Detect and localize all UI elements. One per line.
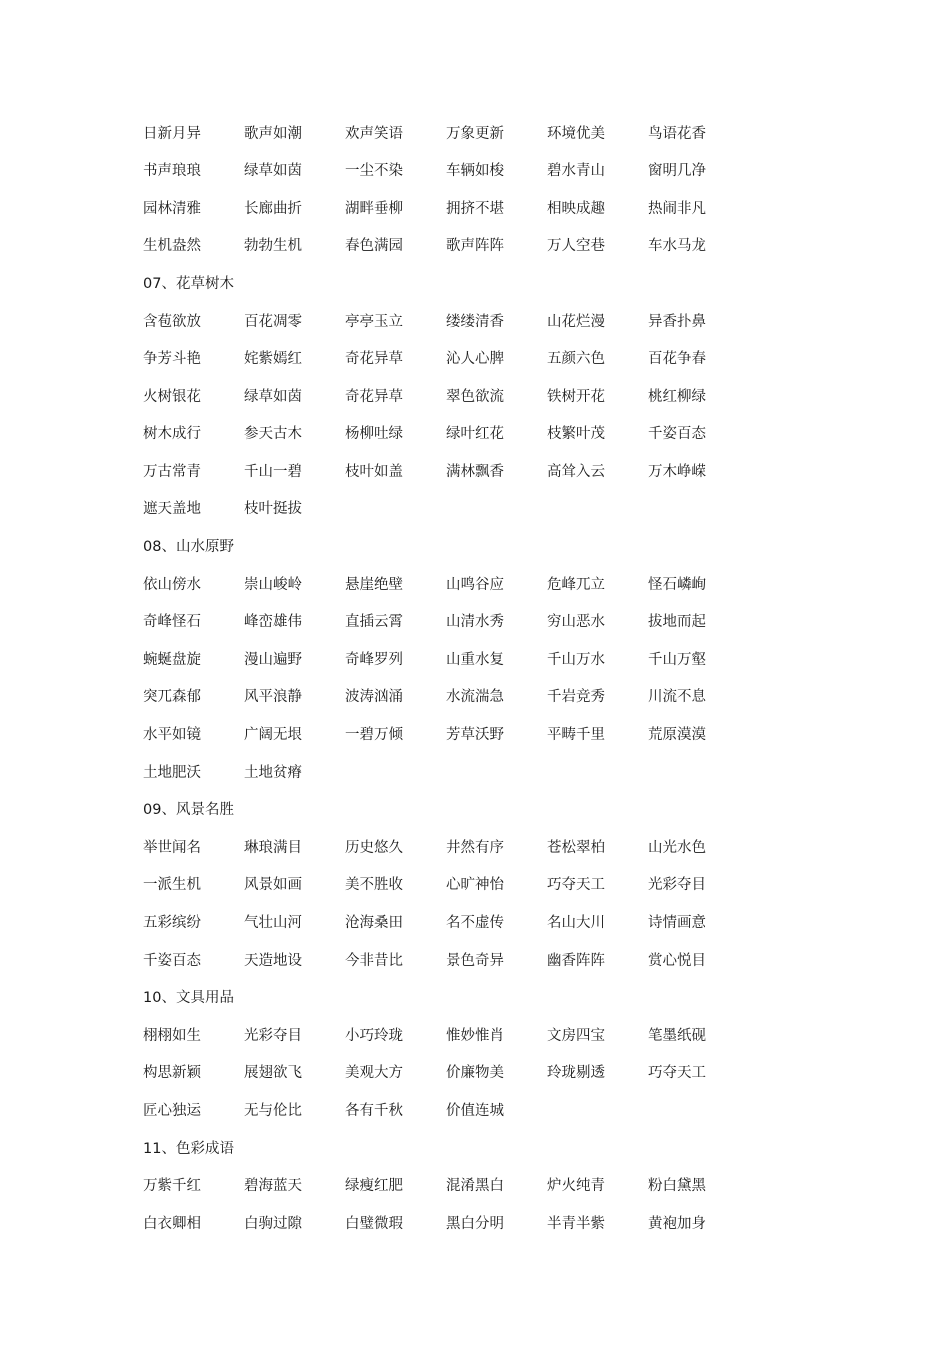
idiom-term: 高耸入云 — [547, 463, 605, 480]
idiom-term: 美观大方 — [345, 1065, 403, 1082]
idiom-term: 价值连城 — [446, 1102, 504, 1119]
idiom-term: 缕缕清香 — [446, 313, 504, 330]
idiom-term: 一尘不染 — [345, 163, 403, 180]
idiom-term: 栩栩如生 — [143, 1027, 201, 1044]
idiom-term: 桃红柳绿 — [648, 388, 706, 405]
idiom-row — [143, 153, 843, 191]
idiom-term: 粉白黛黑 — [648, 1178, 706, 1195]
category-section — [143, 265, 843, 528]
idiom-term: 笔墨纸砚 — [648, 1027, 706, 1044]
category-section — [143, 792, 843, 980]
idiom-term: 拥挤不堪 — [446, 200, 504, 217]
idiom-term: 广阔无垠 — [244, 727, 302, 744]
idiom-term: 突兀森郁 — [143, 689, 201, 706]
idiom-term: 黑白分明 — [446, 1215, 504, 1232]
idiom-term: 异香扑鼻 — [648, 313, 706, 330]
idiom-term: 碧水青山 — [547, 163, 605, 180]
idiom-term: 心旷神怡 — [446, 877, 504, 894]
idiom-term: 日新月异 — [143, 125, 201, 142]
idiom-row — [143, 641, 843, 679]
idiom-term: 万人空巷 — [547, 238, 605, 255]
idiom-term: 土地贫瘠 — [244, 764, 302, 781]
idiom-term: 相映成趣 — [547, 200, 605, 217]
idiom-term: 长廊曲折 — [244, 200, 302, 217]
idiom-list-page — [143, 115, 843, 1243]
idiom-term: 风景如画 — [244, 877, 302, 894]
idiom-term: 山鸣谷应 — [446, 576, 504, 593]
idiom-term: 沧海桑田 — [345, 915, 403, 932]
idiom-term: 穷山恶水 — [547, 614, 605, 631]
idiom-term: 炉火纯青 — [547, 1178, 605, 1195]
idiom-row — [143, 416, 843, 454]
idiom-term: 湖畔垂柳 — [345, 200, 403, 217]
idiom-term: 碧海蓝天 — [244, 1178, 302, 1195]
idiom-term: 崇山峻岭 — [244, 576, 302, 593]
idiom-term: 水流湍急 — [446, 689, 504, 706]
section-heading: 10、文具用品 — [143, 990, 234, 1007]
idiom-row — [143, 228, 843, 266]
idiom-row — [143, 1055, 843, 1093]
idiom-term: 枝叶挺拔 — [244, 501, 302, 518]
idiom-term: 沁人心脾 — [446, 351, 504, 368]
idiom-term: 荒原漠漠 — [648, 727, 706, 744]
idiom-term: 铁树开花 — [547, 388, 605, 405]
idiom-row — [143, 378, 843, 416]
idiom-term: 书声琅琅 — [143, 163, 201, 180]
idiom-term: 杨柳吐绿 — [345, 426, 403, 443]
idiom-term: 名山大川 — [547, 915, 605, 932]
idiom-term: 满林飘香 — [446, 463, 504, 480]
idiom-term: 无与伦比 — [244, 1102, 302, 1119]
idiom-term: 万古常青 — [143, 463, 201, 480]
idiom-term: 苍松翠柏 — [547, 839, 605, 856]
idiom-term: 危峰兀立 — [547, 576, 605, 593]
idiom-row — [143, 942, 843, 980]
idiom-term: 玲珑剔透 — [547, 1065, 605, 1082]
idiom-term: 鸟语花香 — [648, 125, 706, 142]
idiom-term: 百花争春 — [648, 351, 706, 368]
idiom-term: 万木峥嵘 — [648, 463, 706, 480]
idiom-row — [143, 115, 843, 153]
idiom-term: 火树银花 — [143, 388, 201, 405]
idiom-term: 一碧万倾 — [345, 727, 403, 744]
idiom-term: 白衣卿相 — [143, 1215, 201, 1232]
idiom-term: 千山万水 — [547, 651, 605, 668]
idiom-term: 文房四宝 — [547, 1027, 605, 1044]
idiom-term: 山花烂漫 — [547, 313, 605, 330]
idiom-term: 亭亭玉立 — [345, 313, 403, 330]
idiom-term: 含苞欲放 — [143, 313, 201, 330]
idiom-term: 争芳斗艳 — [143, 351, 201, 368]
idiom-row — [143, 829, 843, 867]
category-section — [143, 1130, 843, 1243]
idiom-term: 千山一碧 — [244, 463, 302, 480]
idiom-term: 奇花异草 — [345, 388, 403, 405]
idiom-term: 拔地而起 — [648, 614, 706, 631]
idiom-term: 欢声笑语 — [345, 125, 403, 142]
idiom-term: 波涛汹涌 — [345, 689, 403, 706]
section-heading: 09、风景名胜 — [143, 802, 234, 819]
idiom-term: 名不虚传 — [446, 915, 504, 932]
idiom-term: 举世闻名 — [143, 839, 201, 856]
idiom-term: 价廉物美 — [446, 1065, 504, 1082]
idiom-term: 树木成行 — [143, 426, 201, 443]
idiom-term: 姹紫嫣红 — [244, 351, 302, 368]
idiom-term: 芳草沃野 — [446, 727, 504, 744]
idiom-term: 勃勃生机 — [244, 238, 302, 255]
idiom-term: 平畴千里 — [547, 727, 605, 744]
section-heading: 11、色彩成语 — [143, 1140, 234, 1157]
idiom-term: 悬崖绝壁 — [345, 576, 403, 593]
idiom-term: 水平如镜 — [143, 727, 201, 744]
idiom-term: 半青半紫 — [547, 1215, 605, 1232]
idiom-term: 千姿百态 — [143, 952, 201, 969]
idiom-term: 奇峰罗列 — [345, 651, 403, 668]
idiom-term: 百花凋零 — [244, 313, 302, 330]
idiom-term: 五颜六色 — [547, 351, 605, 368]
idiom-term: 井然有序 — [446, 839, 504, 856]
idiom-term: 漫山遍野 — [244, 651, 302, 668]
idiom-term: 巧夺天工 — [547, 877, 605, 894]
category-section — [143, 980, 843, 1130]
idiom-term: 车水马龙 — [648, 238, 706, 255]
idiom-term: 诗情画意 — [648, 915, 706, 932]
idiom-term: 历史悠久 — [345, 839, 403, 856]
idiom-term: 光彩夺目 — [648, 877, 706, 894]
idiom-term: 蜿蜒盘旋 — [143, 651, 201, 668]
idiom-term: 今非昔比 — [345, 952, 403, 969]
idiom-term: 山光水色 — [648, 839, 706, 856]
idiom-term: 气壮山河 — [244, 915, 302, 932]
category-section — [143, 529, 843, 792]
idiom-row — [143, 566, 843, 604]
idiom-term: 热闹非凡 — [648, 200, 706, 217]
idiom-term: 一派生机 — [143, 877, 201, 894]
idiom-term: 环境优美 — [547, 125, 605, 142]
idiom-row — [143, 679, 843, 717]
idiom-term: 小巧玲珑 — [345, 1027, 403, 1044]
idiom-term: 巧夺天工 — [648, 1065, 706, 1082]
idiom-row — [143, 1205, 843, 1243]
idiom-term: 奇峰怪石 — [143, 614, 201, 631]
idiom-term: 构思新颖 — [143, 1065, 201, 1082]
idiom-term: 窗明几净 — [648, 163, 706, 180]
idiom-term: 匠心独运 — [143, 1102, 201, 1119]
idiom-row — [143, 190, 843, 228]
idiom-row — [143, 303, 843, 341]
idiom-term: 绿草如茵 — [244, 163, 302, 180]
intro-block — [143, 115, 843, 265]
idiom-row — [143, 491, 843, 529]
idiom-term: 万紫千红 — [143, 1178, 201, 1195]
idiom-term: 美不胜收 — [345, 877, 403, 894]
section-heading: 07、花草树木 — [143, 275, 234, 292]
idiom-term: 天造地设 — [244, 952, 302, 969]
idiom-term: 山重水复 — [446, 651, 504, 668]
idiom-term: 景色奇异 — [446, 952, 504, 969]
idiom-term: 翠色欲流 — [446, 388, 504, 405]
idiom-term: 千姿百态 — [648, 426, 706, 443]
idiom-row — [143, 1168, 843, 1206]
idiom-term: 遮天盖地 — [143, 501, 201, 518]
idiom-row — [143, 717, 843, 755]
idiom-term: 千山万壑 — [648, 651, 706, 668]
idiom-term: 歌声如潮 — [244, 125, 302, 142]
idiom-term: 千岩竞秀 — [547, 689, 605, 706]
idiom-term: 土地肥沃 — [143, 764, 201, 781]
idiom-row — [143, 754, 843, 792]
idiom-term: 混淆黑白 — [446, 1178, 504, 1195]
idiom-term: 春色满园 — [345, 238, 403, 255]
idiom-term: 园林清雅 — [143, 200, 201, 217]
idiom-term: 生机盎然 — [143, 238, 201, 255]
idiom-term: 黄袍加身 — [648, 1215, 706, 1232]
idiom-term: 峰峦雄伟 — [244, 614, 302, 631]
idiom-term: 白璧微瑕 — [345, 1215, 403, 1232]
idiom-term: 赏心悦目 — [648, 952, 706, 969]
idiom-row — [143, 341, 843, 379]
idiom-term: 参天古木 — [244, 426, 302, 443]
idiom-term: 绿草如茵 — [244, 388, 302, 405]
idiom-term: 风平浪静 — [244, 689, 302, 706]
idiom-term: 万象更新 — [446, 125, 504, 142]
idiom-row — [143, 1017, 843, 1055]
idiom-term: 绿叶红花 — [446, 426, 504, 443]
idiom-term: 川流不息 — [648, 689, 706, 706]
idiom-term: 幽香阵阵 — [547, 952, 605, 969]
idiom-term: 惟妙惟肖 — [446, 1027, 504, 1044]
idiom-term: 枝叶如盖 — [345, 463, 403, 480]
idiom-row — [143, 1092, 843, 1130]
idiom-term: 车辆如梭 — [446, 163, 504, 180]
idiom-row — [143, 867, 843, 905]
idiom-term: 直插云霄 — [345, 614, 403, 631]
idiom-term: 歌声阵阵 — [446, 238, 504, 255]
idiom-term: 奇花异草 — [345, 351, 403, 368]
idiom-term: 展翅欲飞 — [244, 1065, 302, 1082]
idiom-row — [143, 453, 843, 491]
section-heading: 08、山水原野 — [143, 539, 234, 556]
idiom-term: 依山傍水 — [143, 576, 201, 593]
idiom-term: 山清水秀 — [446, 614, 504, 631]
idiom-term: 白驹过隙 — [244, 1215, 302, 1232]
idiom-term: 五彩缤纷 — [143, 915, 201, 932]
idiom-term: 琳琅满目 — [244, 839, 302, 856]
idiom-row — [143, 904, 843, 942]
idiom-term: 怪石嶙峋 — [648, 576, 706, 593]
idiom-term: 各有千秋 — [345, 1102, 403, 1119]
idiom-term: 绿瘦红肥 — [345, 1178, 403, 1195]
idiom-row — [143, 604, 843, 642]
idiom-term: 枝繁叶茂 — [547, 426, 605, 443]
idiom-term: 光彩夺目 — [244, 1027, 302, 1044]
